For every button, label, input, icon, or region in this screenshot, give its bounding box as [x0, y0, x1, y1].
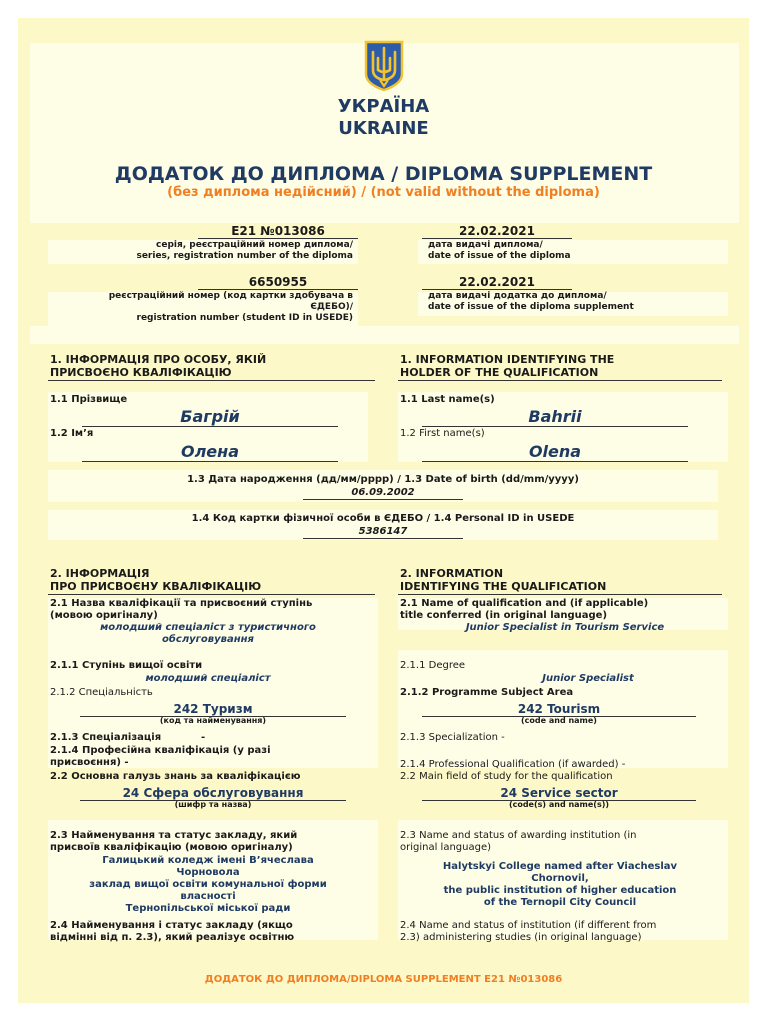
qualification-en: Junior Specialist in Tourism Service [465, 622, 665, 633]
specialty-hint-ua: (код та найменування) [159, 716, 267, 725]
institution-ua-line5: Тернопільської міської ради [125, 903, 291, 914]
institution-label-en [400, 830, 730, 854]
section1-heading-ua-line2: ПРИСВОЄНО КВАЛІФІКАЦІЮ [50, 366, 232, 379]
surname-label-ua: 1.1 Прізвище [50, 394, 128, 405]
supplement-date-label-en: date of issue of the diploma supplement [428, 302, 634, 312]
qualification-ua [58, 622, 358, 646]
qualification-label-ua-line2: (мовою оригіналу) [50, 610, 158, 621]
footer-text: ДОДАТОК ДО ДИПЛОМА/DIPLOMA SUPPLEMENT E21 №013086 [204, 974, 563, 985]
student-id: 6650955 [198, 275, 358, 290]
section1-heading-ua [50, 353, 370, 379]
country-name-en: UKRAINE [338, 118, 429, 139]
personal-id-label: 1.4 Код картки фізичної особи в ЄДЕБО / 1.4 Personal ID in USEDE [191, 513, 575, 524]
diploma-number: E21 №013086 [198, 224, 358, 239]
field-band [30, 326, 739, 344]
section2-heading-ua-line2: ПРО ПРИСВОЄНУ КВАЛІФІКАЦІЮ [50, 580, 262, 593]
name-label-ua: 1.2 Ім’я [50, 428, 94, 439]
field-hint-en: (code(s) and name(s)) [508, 800, 610, 809]
institution-ua-line3: заклад вищої освіти комунальної форми [89, 879, 327, 890]
specialty-label-ua: 2.1.2 Спеціальність [50, 687, 153, 698]
diploma-date: 22.02.2021 [422, 224, 572, 239]
institution-en-line4: of the Ternopil City Council [483, 897, 637, 908]
field-label-ua: 2.2 Основна галузь знань за кваліфікацією [50, 771, 301, 782]
section2-heading-en-line2: IDENTIFYING THE QUALIFICATION [400, 580, 607, 593]
supplement-date: 22.02.2021 [422, 275, 572, 290]
divider [398, 380, 722, 381]
dob-value: 06.09.2002 [303, 487, 463, 500]
field-ua: 24 Сфера обслуговування [80, 786, 346, 801]
specialization-label-en: 2.1.3 Specialization - [400, 732, 505, 743]
field-label-en: 2.2 Main field of study for the qualification [400, 771, 613, 782]
page-title: ДОДАТОК ДО ДИПЛОМА / DIPLOMA SUPPLEMENT [114, 163, 653, 185]
section2-heading-ua-line1: 2. ІНФОРМАЦІЯ [50, 567, 150, 580]
student-id-label-ua-1: реєстраційний номер (код картки здобувача в [108, 291, 353, 301]
institution-label-en-line2: original language) [400, 842, 492, 853]
divider [398, 594, 722, 595]
dob-label: 1.3 Дата народження (дд/мм/рррр) / 1.3 Date of birth (dd/mm/yyyy) [187, 474, 579, 485]
specialty-ua: 242 Туризм [80, 702, 346, 717]
qualification-label-en-line1: 2.1 Name of qualification and (if applicable) [400, 598, 649, 609]
surname-label-en: 1.1 Last name(s) [400, 394, 495, 405]
section1-heading-en [400, 353, 730, 379]
professional-qualification-label-ua [50, 745, 370, 769]
institution-ua-line4: власності [180, 891, 236, 902]
qualification-label-en [400, 598, 730, 622]
diploma-date-label-ua: дата видачі диплома/ [428, 240, 543, 250]
section1-heading-en-line2: HOLDER OF THE QUALIFICATION [400, 366, 599, 379]
administering-institution-label-ua [50, 920, 370, 944]
qualification-label-ua-line1: 2.1 Назва кваліфікації та присвоєний ступінь [50, 598, 313, 609]
divider [48, 594, 375, 595]
institution-ua-line2: Чорновола [176, 867, 240, 878]
supplement-date-label-ua: дата видачі додатка до диплома/ [428, 291, 607, 301]
administering-institution-label-en-line1: 2.4 Name and status of institution (if different from [400, 920, 657, 931]
administering-institution-label-en-line2: 2.3) administering studies (in original language) [400, 932, 642, 943]
qualification-label-en-line2: title conferred (in original language) [400, 610, 608, 621]
institution-ua [58, 855, 358, 915]
diploma-number-label-ua: серія, реєстраційний номер диплома/ [156, 240, 353, 250]
diploma-supplement-page [18, 18, 749, 1003]
ukraine-trident-emblem-icon [364, 40, 404, 92]
name-ua: Олена [82, 443, 338, 462]
section2-heading-ua [50, 567, 370, 593]
degree-label-en: 2.1.1 Degree [400, 660, 466, 671]
professional-qualification-label-ua-line1: 2.1.4 Професійна кваліфікація (у разі [50, 745, 271, 756]
administering-institution-label-ua-line2: відмінні від п. 2.3), який реалізує освітню [50, 932, 295, 943]
degree-en: Junior Specialist [542, 673, 634, 684]
name-en: Olena [422, 443, 688, 462]
specialization-value-ua: - [201, 732, 206, 743]
administering-institution-label-ua-line1: 2.4 Найменування і статус закладу (якщо [50, 920, 293, 931]
section2-heading-en-line1: 2. INFORMATION [400, 567, 504, 580]
institution-ua-line1: Галицький коледж імені В’ячеслава [102, 855, 314, 866]
divider [48, 380, 375, 381]
institution-label-ua-line2: присвоїв кваліфікацію (мовою оригіналу) [50, 842, 293, 853]
specialization-label-ua: 2.1.3 Спеціалізація [50, 732, 162, 743]
country-name-ua: УКРАЇНА [337, 96, 430, 117]
specialty-hint-en: (code and name) [521, 716, 597, 725]
student-id-label-en: registration number (student ID in USEDE) [136, 313, 353, 323]
qualification-label-ua [50, 598, 370, 622]
section1-heading-en-line1: 1. INFORMATION IDENTIFYING THE [400, 353, 615, 366]
professional-qualification-label-ua-line2: присвоєння) - [50, 757, 129, 768]
specialty-label-en: 2.1.2 Programme Subject Area [400, 687, 574, 698]
section2-heading-en [400, 567, 730, 593]
surname-en: Bahrii [422, 408, 688, 427]
institution-en-line1: Halytskyi College named after Viacheslav [442, 861, 678, 872]
professional-qualification-label-en: 2.1.4 Professional Qualification (if awarded) - [400, 759, 626, 770]
field-en: 24 Service sector [422, 786, 696, 801]
student-id-label-ua-2: ЄДЕБО)/ [310, 302, 353, 312]
diploma-number-label-en: series, registration number of the diploma [136, 251, 353, 261]
qualification-ua-line2: обслуговування [162, 634, 254, 645]
surname-ua: Багрій [82, 408, 338, 427]
diploma-date-label-en: date of issue of the diploma [428, 251, 571, 261]
page-subtitle: (без диплома недійсний) / (not valid without the diploma) [167, 185, 600, 200]
degree-ua: молодший спеціаліст [145, 673, 271, 684]
institution-en-line3: the public institution of higher education [443, 885, 677, 896]
personal-id-value: 5386147 [303, 526, 463, 539]
administering-institution-label-en [400, 920, 730, 944]
institution-en-line2: Chornovil, [531, 873, 589, 884]
institution-label-ua [50, 830, 370, 854]
name-label-en: 1.2 First name(s) [400, 428, 485, 439]
institution-label-en-line1: 2.3 Name and status of awarding institution (in [400, 830, 637, 841]
institution-en [400, 861, 720, 909]
specialty-en: 242 Tourism [422, 702, 696, 717]
degree-label-ua: 2.1.1 Ступінь вищої освіти [50, 660, 203, 671]
institution-label-ua-line1: 2.3 Найменування та статус закладу, який [50, 830, 298, 841]
field-hint-ua: (шифр та назва) [174, 800, 252, 809]
section1-heading-ua-line1: 1. ІНФОРМАЦІЯ ПРО ОСОБУ, ЯКІЙ [50, 353, 267, 366]
qualification-ua-line1: молодший спеціаліст з туристичного [100, 622, 316, 633]
